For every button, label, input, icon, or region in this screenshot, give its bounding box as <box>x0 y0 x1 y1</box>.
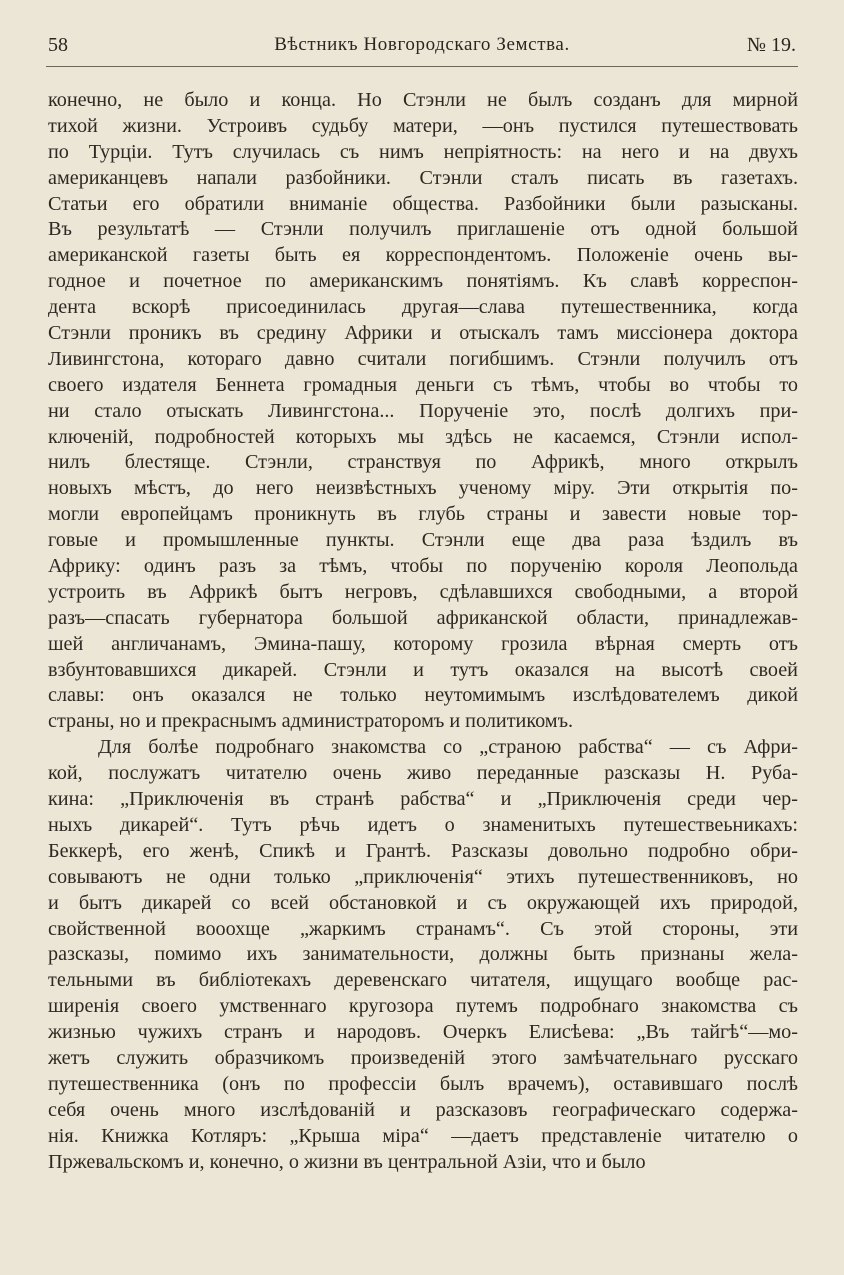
text-line: взбунтовавшихся дикарей. Стэнли и тутъ оказался на высотѣ своей <box>48 658 798 681</box>
text-line: своего издателя Беннета громадныя деньги съ тѣмъ, чтобы во чтобы то <box>48 373 798 396</box>
text-line: ни стало отыскать Ливингстона... Порученіе это, послѣ долгихъ при- <box>48 399 798 422</box>
text-line: Въ результатѣ — Стэнли получилъ приглашеніе отъ одной большой <box>48 218 798 241</box>
text-line: дента вскорѣ присоединилась другая—слава путешественника, когда <box>48 296 798 319</box>
text-line: разъ—спасать губернатора большой африканской области, принадлежав- <box>48 606 798 629</box>
text-line: Беккерѣ, его женѣ, Спикѣ и Грантѣ. Разсказы довольно подробно обри- <box>48 839 798 862</box>
text-line: себя очень много изслѣдованій и разсказовъ географическаго содержа- <box>48 1098 798 1121</box>
text-line: разсказы, помимо ихъ занимательности, должны быть признаны жела- <box>48 943 798 966</box>
text-line: ныхъ дикарей“. Тутъ рѣчь идетъ о знаменитыхъ путешествеьникахъ: <box>48 813 798 836</box>
text-line: славы: онъ оказался не только неутомимымъ изслѣдователемъ дикой <box>48 684 798 707</box>
text-line: жетъ служить образчикомъ произведеній этого замѣчательнаго русскаго <box>48 1046 798 1069</box>
text-line: жизнью чужихъ странъ и народовъ. Очеркъ Елисѣева: „Въ тайгѣ“—мо- <box>48 1021 798 1044</box>
text-line: свойственной вооохще „жаркимъ странамъ“. Съ этой стороны, эти <box>48 917 798 940</box>
text-line: ключеній, подробностей которыхъ мы здѣсь не касаемся, Стэнли испол- <box>48 425 798 448</box>
text-line: кина: „Приключенія въ странѣ рабства“ и „Приключенія среди чер- <box>48 788 798 811</box>
header-rule <box>46 66 798 67</box>
text-line: кой, послужатъ читателю очень живо переданные разсказы Н. Руба- <box>48 762 798 785</box>
text-line: и бытъ дикарей со всей обстановкой и съ окружающей ихъ природой, <box>48 891 798 914</box>
text-line: нія. Книжка Котляръ: „Крыша міра“ —даетъ представленіе читателю о <box>48 1124 798 1147</box>
body-text <box>48 88 798 1175</box>
text-line: говые и промышленные пункты. Стэнли еще два раза ѣздилъ въ <box>48 529 798 552</box>
text-line: Ливингстона, котораго давно считали погибшимъ. Стэнли получилъ отъ <box>48 347 798 370</box>
text-line: путешественника (онъ по профессіи былъ врачемъ), оставившаго послѣ <box>48 1072 798 1095</box>
text-line: тельными въ библіотекахъ деревенскаго читателя, ищущаго вообще рас- <box>48 969 798 992</box>
text-line: ширенія своего умственнаго кругозора путемъ подробнаго знакомства съ <box>48 995 798 1018</box>
issue-number: № 19. <box>746 34 796 56</box>
text-line: Пржевальскомъ и, конечно, о жизни въ центральной Азіи, что и было <box>48 1150 646 1173</box>
text-line: страны, но и прекраснымъ администраторомъ и политикомъ. <box>48 710 574 733</box>
running-header <box>48 34 796 64</box>
text-line: американской газеты быть ея корреспондентомъ. Положеніе очень вы- <box>48 244 798 267</box>
text-line: новыхъ мѣстъ, до него неизвѣстныхъ ученому міру. Эти открытія по- <box>48 477 798 500</box>
text-line: годное и почетное по американскимъ понятіямъ. Къ славѣ корреспон- <box>48 270 798 293</box>
text-line: Стэнли проникъ въ средину Африки и отыскалъ тамъ миссіонера доктора <box>48 322 798 345</box>
text-line: Для болѣе подробнаго знакомства со „страною рабства“ — съ Афри- <box>98 736 798 759</box>
text-line: могли европейцамъ проникнуть въ глубь страны и завести новые тор- <box>48 503 798 526</box>
text-line: совываютъ не одни только „приключенія“ этихъ путешественниковъ, но <box>48 865 798 888</box>
text-line: устроить въ Африкѣ бытъ негровъ, сдѣлавшихся свободными, а второй <box>48 580 798 603</box>
text-line: по Турціи. Тутъ случилась съ нимъ непріятность: на него и на двухъ <box>48 140 798 163</box>
text-line: Статьи его обратили вниманіе общества. Разбойники были разысканы. <box>48 192 798 215</box>
page-number: 58 <box>48 34 68 56</box>
text-line: тихой жизни. Устроивъ судьбу матери, —онъ пустился путешествовать <box>48 114 798 137</box>
journal-title: Вѣстникъ Новгородскаго Земства. <box>274 34 570 55</box>
text-line: американцевъ напали разбойники. Стэнли сталъ писать въ газетахъ. <box>48 166 798 189</box>
text-line: шей англичанамъ, Эмина-пашу, которому грозила вѣрная смерть отъ <box>48 632 798 655</box>
text-line: Африку: одинъ разъ за тѣмъ, чтобы по порученію короля Леопольда <box>48 555 798 578</box>
text-line: нилъ блестяще. Стэнли, странствуя по Африкѣ, много открылъ <box>48 451 798 474</box>
text-line: конечно, не было и конца. Но Стэнли не былъ созданъ для мирной <box>48 89 798 111</box>
